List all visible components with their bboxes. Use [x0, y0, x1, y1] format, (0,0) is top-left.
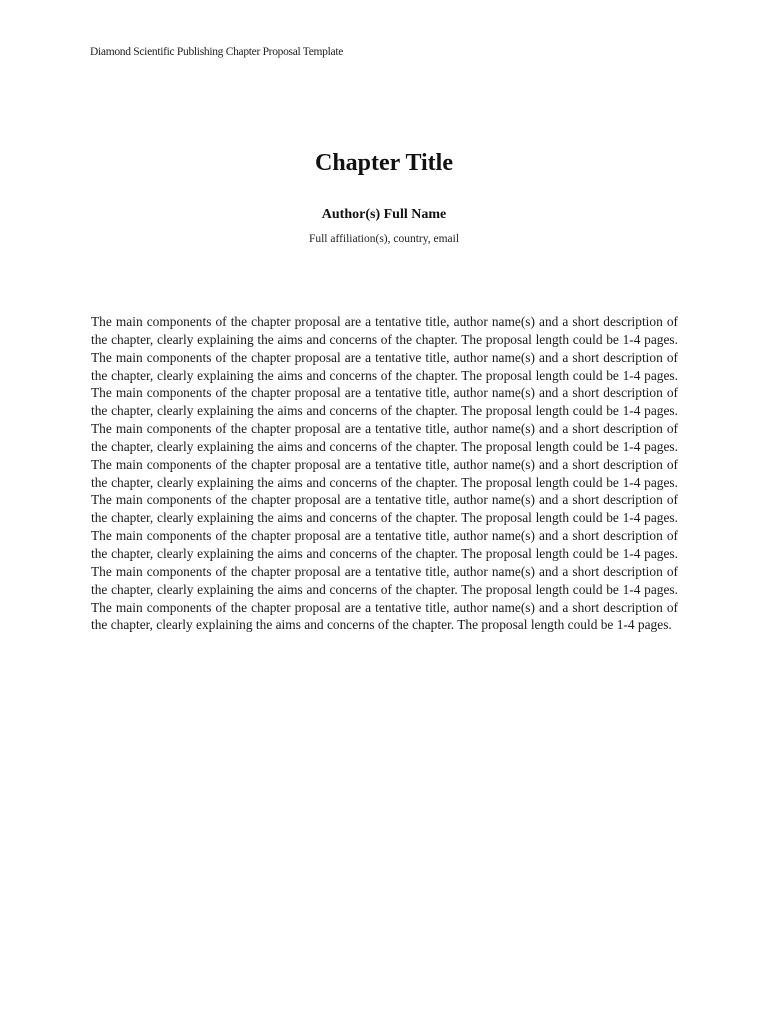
chapter-title: Chapter Title: [314, 150, 453, 176]
author-name: Author(s) Full Name: [321, 207, 447, 222]
running-header: Diamond Scientific Publishing Chapter Proposal Template: [90, 46, 344, 58]
proposal-body-paragraph: The main components of the chapter proposal are a tentative title, author name(s) and a short description of the chapter, clearly explaining the aims and concerns of the chapter. The proposal length could be 1-4 pages. The main components of the chapter proposal are a tentative title, author name(s) and a short description of the chapter, clearly explaining the aims and concerns of the chapter. The proposal length could be 1-4 pages. The main components of the chapter proposal are a tentative title, author name(s) and a short description of the chapter, clearly explaining the aims and concerns of the chapter. The proposal length could be 1-4 pages. The main components of the chapter proposal are a tentative title, author name(s) and a short description of the chapter, clearly explaining the aims and concerns of the chapter. The proposal length could be 1-4 pages. The main components of the chapter proposal are a tentative title, author name(s) and a short description of the chapter, clearly explaining the aims and concerns of the chapter. The proposal length could be 1-4 pages. The main components of the chapter proposal are a tentative title, author name(s) and a short description of the chapter, clearly explaining the aims and concerns of the chapter. The proposal length could be 1-4 pages. The main components of the chapter proposal are a tentative title, author name(s) and a short description of the chapter, clearly explaining the aims and concerns of the chapter. The proposal length could be 1-4 pages. The main components of the chapter proposal are a tentative title, author name(s) and a short description of the chapter, clearly explaining the aims and concerns of the chapter. The proposal length could be 1-4 pages. The main components of the chapter proposal are a tentative title, author name(s) and a short description of the chapter, clearly explaining the aims and concerns of the chapter. The proposal length could be 1-4 pages.: [91, 314, 678, 633]
author-affiliation: Full affiliation(s), country, email: [308, 233, 460, 245]
